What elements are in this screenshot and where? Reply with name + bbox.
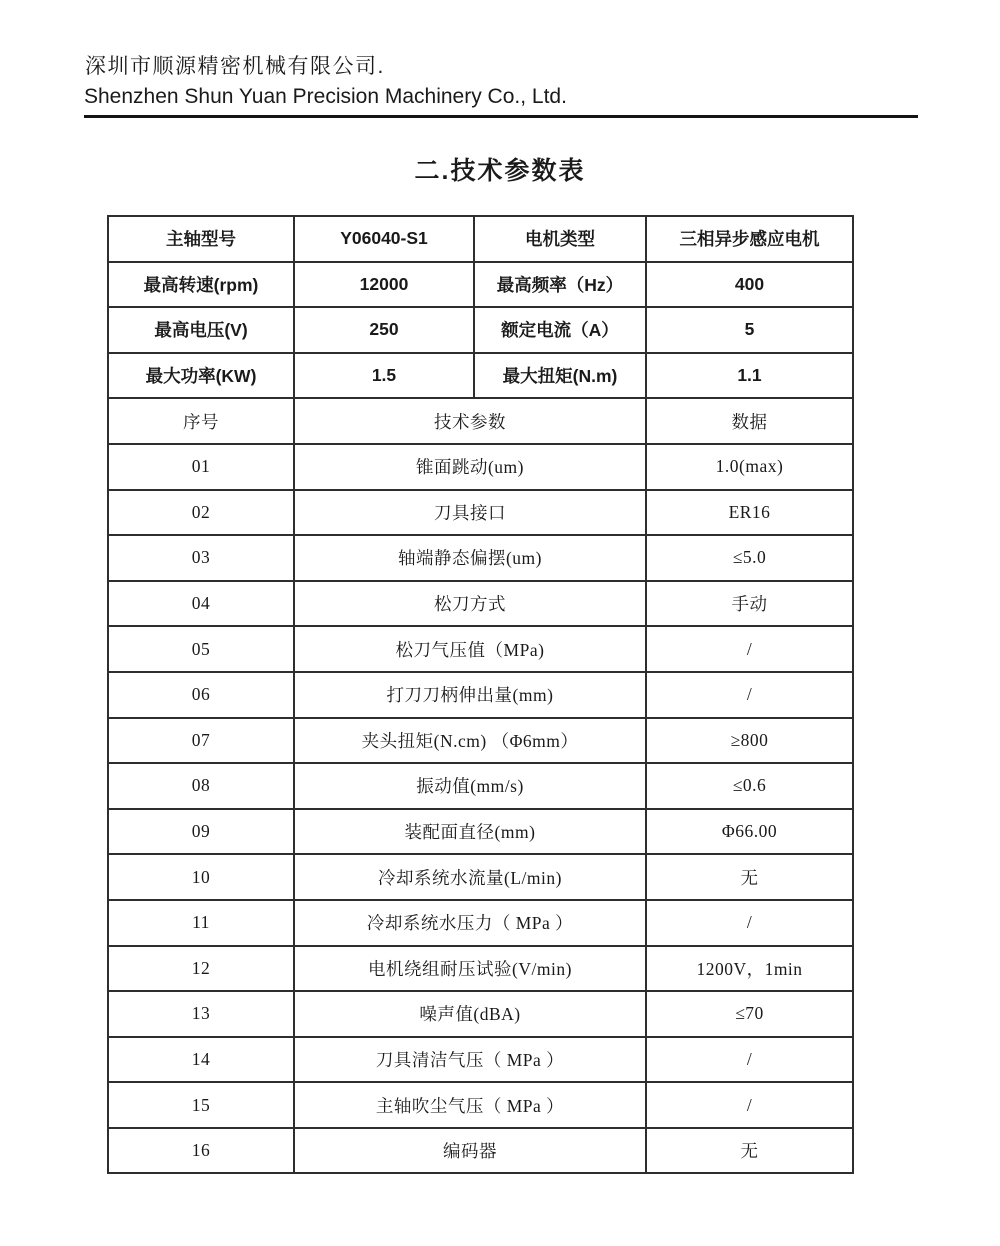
param-name-cell: 夹头扭矩(N.cm) （Φ6mm） xyxy=(294,718,646,764)
spec-value-cell: Y06040-S1 xyxy=(294,216,474,262)
param-header-no: 序号 xyxy=(108,398,294,444)
param-row xyxy=(108,1128,853,1174)
param-no-cell: 11 xyxy=(108,900,294,946)
company-name-en: Shenzhen Shun Yuan Precision Machinery Co., Ltd. xyxy=(84,85,567,108)
param-data-cell: 无 xyxy=(646,1128,853,1174)
param-row xyxy=(108,991,853,1037)
spec-value-cell: 1.5 xyxy=(294,353,474,399)
param-no-cell: 13 xyxy=(108,991,294,1037)
param-name-cell: 刀具清洁气压（ MPa ） xyxy=(294,1037,646,1083)
param-no-cell: 14 xyxy=(108,1037,294,1083)
param-no-cell: 06 xyxy=(108,672,294,718)
param-data-cell: / xyxy=(646,900,853,946)
spec-top-row xyxy=(108,216,853,262)
param-name-cell: 松刀方式 xyxy=(294,581,646,627)
param-row xyxy=(108,626,853,672)
spec-label-cell: 最高转速(rpm) xyxy=(108,262,294,308)
param-data-cell: / xyxy=(646,1082,853,1128)
param-no-cell: 08 xyxy=(108,763,294,809)
param-no-cell: 03 xyxy=(108,535,294,581)
param-name-cell: 编码器 xyxy=(294,1128,646,1174)
param-no-cell: 10 xyxy=(108,854,294,900)
param-data-cell: ≤70 xyxy=(646,991,853,1037)
spec-top-row xyxy=(108,307,853,353)
param-data-cell: ≤5.0 xyxy=(646,535,853,581)
spec-top-row xyxy=(108,353,853,399)
spec-value-cell: 12000 xyxy=(294,262,474,308)
spec-label-cell: 最高电压(V) xyxy=(108,307,294,353)
param-no-cell: 16 xyxy=(108,1128,294,1174)
param-name-cell: 装配面直径(mm) xyxy=(294,809,646,855)
company-name-zh: 深圳市顺源精密机械有限公司. xyxy=(85,55,385,78)
param-data-cell: 手动 xyxy=(646,581,853,627)
param-name-cell: 冷却系统水流量(L/min) xyxy=(294,854,646,900)
param-name-cell: 噪声值(dBA) xyxy=(294,991,646,1037)
header-divider xyxy=(84,115,918,118)
param-no-cell: 07 xyxy=(108,718,294,764)
param-data-cell: ≥800 xyxy=(646,718,853,764)
spec-label-cell: 最大扭矩(N.m) xyxy=(474,353,646,399)
spec-label-cell: 主轴型号 xyxy=(108,216,294,262)
param-name-cell: 轴端静态偏摆(um) xyxy=(294,535,646,581)
param-no-cell: 09 xyxy=(108,809,294,855)
spec-table xyxy=(107,215,854,1174)
param-name-cell: 松刀气压值（MPa) xyxy=(294,626,646,672)
spec-value-cell: 400 xyxy=(646,262,853,308)
param-data-cell: ≤0.6 xyxy=(646,763,853,809)
param-row xyxy=(108,444,853,490)
param-name-cell: 电机绕组耐压试验(V/min) xyxy=(294,946,646,992)
param-data-cell: 1200V，1min xyxy=(646,946,853,992)
param-row xyxy=(108,763,853,809)
param-no-cell: 05 xyxy=(108,626,294,672)
spec-top-section xyxy=(108,216,853,398)
param-header-data: 数据 xyxy=(646,398,853,444)
param-header-param: 技术参数 xyxy=(294,398,646,444)
param-name-cell: 主轴吹尘气压（ MPa ） xyxy=(294,1082,646,1128)
param-header-row xyxy=(108,398,853,444)
param-row xyxy=(108,900,853,946)
param-row xyxy=(108,1037,853,1083)
param-name-cell: 打刀刀柄伸出量(mm) xyxy=(294,672,646,718)
param-no-cell: 02 xyxy=(108,490,294,536)
spec-value-cell: 三相异步感应电机 xyxy=(646,216,853,262)
param-no-cell: 01 xyxy=(108,444,294,490)
param-name-cell: 振动值(mm/s) xyxy=(294,763,646,809)
param-data-cell: / xyxy=(646,1037,853,1083)
param-no-cell: 15 xyxy=(108,1082,294,1128)
param-no-cell: 12 xyxy=(108,946,294,992)
spec-value-cell: 5 xyxy=(646,307,853,353)
param-row xyxy=(108,535,853,581)
section-title: 二.技术参数表 xyxy=(414,157,586,185)
param-data-cell: 无 xyxy=(646,854,853,900)
param-data-cell: ER16 xyxy=(646,490,853,536)
param-row xyxy=(108,854,853,900)
spec-label-cell: 最高频率（Hz） xyxy=(474,262,646,308)
param-data-cell: / xyxy=(646,672,853,718)
param-row xyxy=(108,946,853,992)
param-no-cell: 04 xyxy=(108,581,294,627)
spec-label-cell: 电机类型 xyxy=(474,216,646,262)
param-row xyxy=(108,672,853,718)
param-data-cell: 1.0(max) xyxy=(646,444,853,490)
param-row xyxy=(108,1082,853,1128)
param-name-cell: 锥面跳动(um) xyxy=(294,444,646,490)
param-data-cell: / xyxy=(646,626,853,672)
param-name-cell: 冷却系统水压力（ MPa ） xyxy=(294,900,646,946)
spec-value-cell: 250 xyxy=(294,307,474,353)
spec-value-cell: 1.1 xyxy=(646,353,853,399)
param-row xyxy=(108,581,853,627)
param-data-cell: Φ66.00 xyxy=(646,809,853,855)
spec-label-cell: 额定电流（A） xyxy=(474,307,646,353)
param-row xyxy=(108,718,853,764)
param-row xyxy=(108,809,853,855)
param-name-cell: 刀具接口 xyxy=(294,490,646,536)
param-row xyxy=(108,490,853,536)
spec-label-cell: 最大功率(KW) xyxy=(108,353,294,399)
spec-top-row xyxy=(108,262,853,308)
spec-param-section xyxy=(108,398,853,1173)
